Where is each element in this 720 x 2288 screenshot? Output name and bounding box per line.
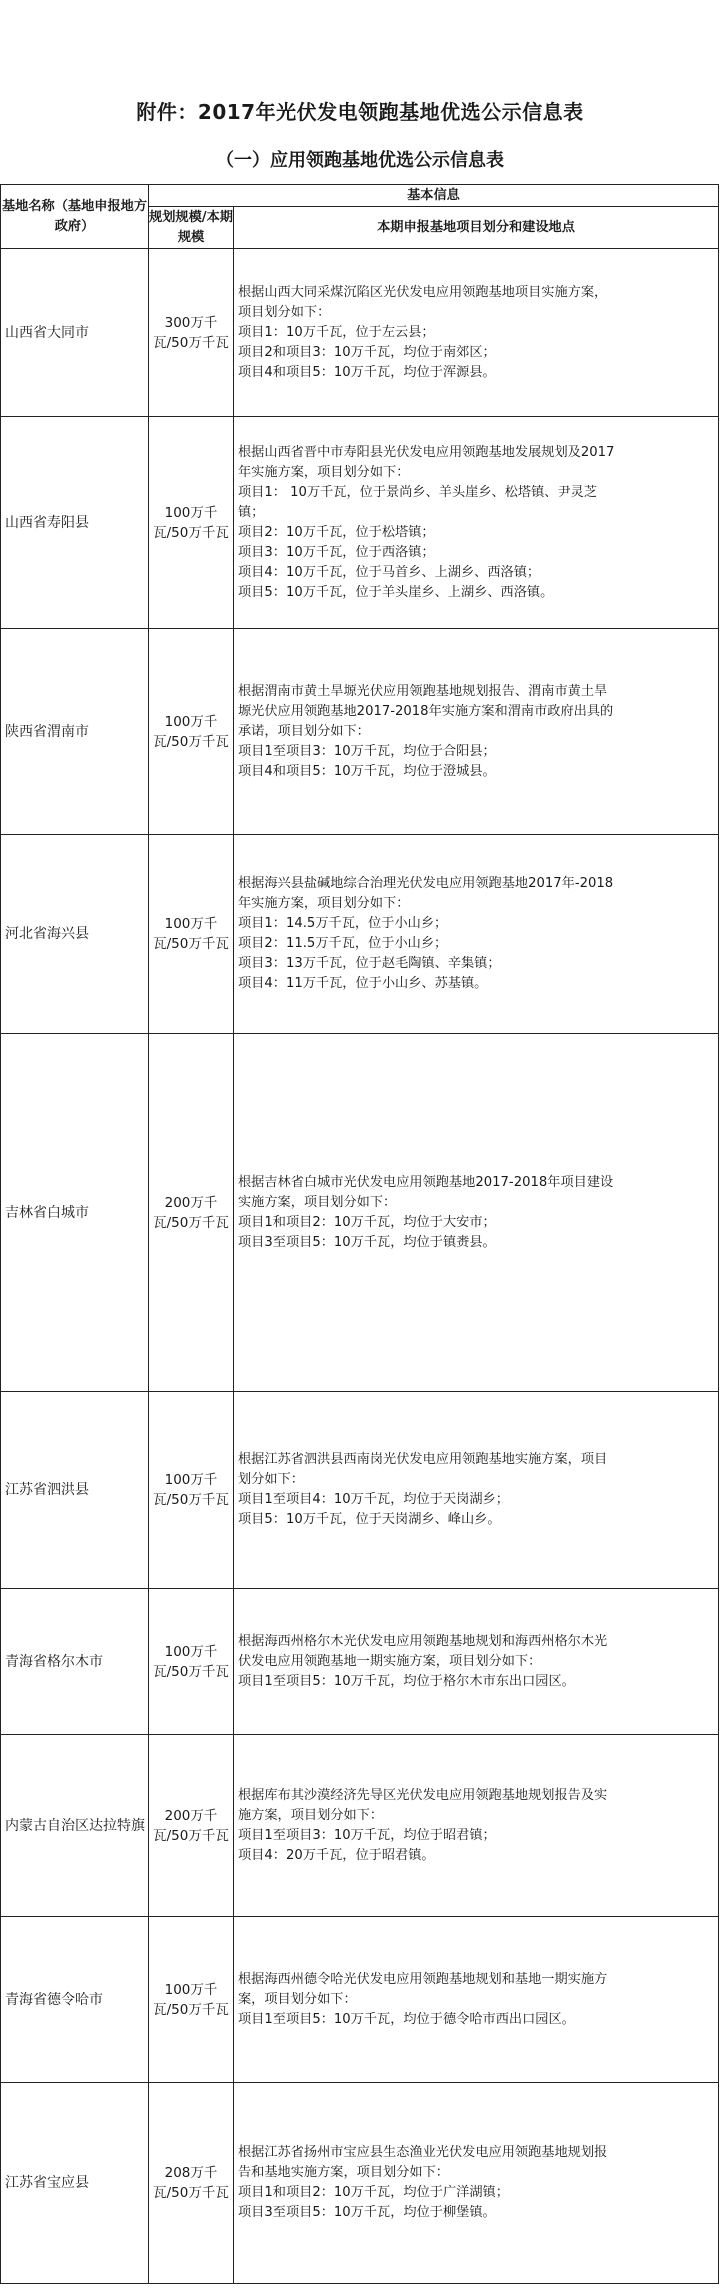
project-division-line: 年实施方案，项目划分如下： xyxy=(238,896,410,911)
header-basic-info: 基本信息 xyxy=(149,185,719,207)
project-division-cell xyxy=(234,1034,719,1392)
project-division-line: 根据海兴县盐碱地综合治理光伏发电应用领跑基地2017年-2018 xyxy=(238,876,614,891)
project-division-line: 镇； xyxy=(238,504,265,520)
project-division-line: 项目3：13万千瓦，位于赵毛陶镇、辛集镇； xyxy=(238,956,501,971)
base-name-cell: 吉林省白城市 xyxy=(1,1034,149,1392)
base-name-cell: 山西省大同市 xyxy=(1,249,149,417)
project-division-cell xyxy=(234,417,719,629)
table-row xyxy=(1,249,719,417)
section-subtitle: （一）应用领跑基地优选公示信息表 xyxy=(216,150,504,171)
project-division-line: 划分如下： xyxy=(238,1472,304,1487)
project-division-line: 项目3至项目5：10万千瓦，均位于镇赉县。 xyxy=(238,1234,496,1250)
project-division-cell xyxy=(234,835,719,1034)
table-row xyxy=(1,1735,719,1917)
project-division-line: 根据海西州德令哈光伏发电应用领跑基地规划和基地一期实施方 xyxy=(238,1971,608,1987)
project-division-line: 项目1和项目2：10万千瓦，均位于广洋湖镇； xyxy=(238,2185,509,2200)
project-division-line: 项目4和项目5：10万千瓦，均位于浑源县。 xyxy=(238,364,496,380)
project-division-cell xyxy=(234,629,719,835)
project-division-line: 项目1和项目2：10万千瓦，均位于大安市； xyxy=(238,1214,496,1230)
project-division-cell xyxy=(234,1589,719,1735)
project-division-line: 项目3：10万千瓦，位于西洛镇； xyxy=(238,544,435,560)
table-row xyxy=(1,1034,719,1392)
project-division-line: 案，项目划分如下： xyxy=(238,1991,357,2007)
project-division-line: 根据库布其沙漠经济先导区光伏发电应用领跑基地规划报告及实 xyxy=(238,1787,608,1803)
project-division-line: 施方案，项目划分如下： xyxy=(238,1807,384,1823)
scale-cell: 100万千瓦/50万千瓦 xyxy=(149,417,234,629)
project-division-line: 项目4和项目5：10万千瓦，均位于澄城县。 xyxy=(238,763,496,779)
base-name-cell: 青海省德令哈市 xyxy=(1,1917,149,2083)
project-division-line: 塬光伏应用领跑基地2017-2018年实施方案和渭南市政府出具的 xyxy=(238,703,614,719)
scale-cell: 208万千瓦/50万千瓦 xyxy=(149,2083,234,2284)
project-division-line: 项目3至项目5：10万千瓦，均位于柳堡镇。 xyxy=(238,2205,496,2220)
project-division-line: 项目1至项目4：10万千瓦，均位于天岗湖乡； xyxy=(238,1492,509,1507)
base-name-cell: 陕西省渭南市 xyxy=(1,629,149,835)
base-name-cell: 江苏省宝应县 xyxy=(1,2083,149,2284)
header-project-division: 本期申报基地项目划分和建设地点 xyxy=(234,207,719,249)
project-division-line: 项目1：14.5万千瓦，位于小山乡； xyxy=(238,916,448,931)
table-row xyxy=(1,417,719,629)
project-division-line: 项目5：10万千瓦，位于天岗湖乡、峰山乡。 xyxy=(238,1512,501,1527)
project-division-line: 项目5：10万千瓦，位于羊头崖乡、上湖乡、西洛镇。 xyxy=(238,584,554,600)
table-row xyxy=(1,1589,719,1735)
base-name-cell: 河北省海兴县 xyxy=(1,835,149,1034)
project-division-line: 项目1：10万千瓦，位于左云县； xyxy=(238,324,435,340)
project-division-line: 项目2和项目3：10万千瓦，均位于南郊区； xyxy=(238,344,496,360)
project-division-line: 根据山西大同采煤沉陷区光伏发电应用领跑基地项目实施方案， xyxy=(238,284,608,300)
project-division-line: 根据海西州格尔木光伏发电应用领跑基地规划和海西州格尔木光 xyxy=(238,1633,608,1649)
project-division-line: 项目4：11万千瓦，位于小山乡、苏基镇。 xyxy=(238,976,488,991)
project-division-cell xyxy=(234,2083,719,2284)
base-name-cell: 江苏省泗洪县 xyxy=(1,1392,149,1589)
base-name-cell: 山西省寿阳县 xyxy=(1,417,149,629)
table-row xyxy=(1,835,719,1034)
project-division-line: 项目1至项目3：10万千瓦，均位于合阳县； xyxy=(238,743,496,759)
project-division-line: 项目2：10万千瓦，位于松塔镇； xyxy=(238,524,435,540)
project-division-line: 项目1： 10万千瓦，位于景尚乡、羊头崖乡、松塔镇、尹灵芝 xyxy=(238,484,598,500)
document-title: 附件：2017年光伏发电领跑基地优选公示信息表 xyxy=(136,100,584,124)
info-table xyxy=(0,184,719,2284)
project-division-line: 根据山西省晋中市寿阳县光伏发电应用领跑基地发展规划及2017 xyxy=(238,444,615,460)
project-division-line: 告和基地实施方案，项目划分如下： xyxy=(238,2165,449,2180)
project-division-line: 项目1至项目5：10万千瓦，均位于格尔木市东出口园区。 xyxy=(238,1673,575,1689)
scale-cell: 100万千瓦/50万千瓦 xyxy=(149,1589,234,1735)
header-base-name: 基地名称（基地申报地方政府） xyxy=(1,185,149,249)
project-division-cell xyxy=(234,249,719,417)
scale-cell: 100万千瓦/50万千瓦 xyxy=(149,835,234,1034)
header-scale: 规划规模/本期规模 xyxy=(149,207,234,249)
project-division-line: 项目4：10万千瓦，位于马首乡、上湖乡、西洛镇； xyxy=(238,564,541,580)
project-division-line: 项目1至项目5：10万千瓦，均位于德令哈市西出口园区。 xyxy=(238,2011,575,2027)
project-division-line: 根据渭南市黄土旱塬光伏应用领跑基地规划报告、渭南市黄土旱 xyxy=(238,683,608,699)
project-division-cell xyxy=(234,1735,719,1917)
project-division-line: 根据江苏省扬州市宝应县生态渔业光伏发电应用领跑基地规划报 xyxy=(238,2145,608,2160)
base-name-cell: 内蒙古自治区达拉特旗 xyxy=(1,1735,149,1917)
project-division-line: 项目划分如下： xyxy=(238,304,331,320)
project-division-line: 项目4：20万千瓦，位于昭君镇。 xyxy=(238,1847,435,1863)
project-division-cell xyxy=(234,1392,719,1589)
project-division-cell xyxy=(234,1917,719,2083)
base-name-cell: 青海省格尔木市 xyxy=(1,1589,149,1735)
table-row xyxy=(1,629,719,835)
scale-cell: 100万千瓦/50万千瓦 xyxy=(149,629,234,835)
table-body xyxy=(1,249,719,2284)
table-row xyxy=(1,1392,719,1589)
scale-cell: 200万千瓦/50万千瓦 xyxy=(149,1735,234,1917)
project-division-line: 项目1至项目3：10万千瓦，均位于昭君镇； xyxy=(238,1827,496,1843)
project-division-line: 根据吉林省白城市光伏发电应用领跑基地2017-2018年项目建设 xyxy=(238,1174,614,1190)
scale-cell: 100万千瓦/50万千瓦 xyxy=(149,1917,234,2083)
project-division-line: 项目2：11.5万千瓦，位于小山乡； xyxy=(238,936,448,951)
project-division-line: 承诺，项目划分如下： xyxy=(238,723,370,739)
project-division-line: 实施方案，项目划分如下： xyxy=(238,1194,397,1210)
scale-cell: 100万千瓦/50万千瓦 xyxy=(149,1392,234,1589)
table-row xyxy=(1,2083,719,2284)
scale-cell: 300万千瓦/50万千瓦 xyxy=(149,249,234,417)
project-division-line: 年实施方案，项目划分如下： xyxy=(238,464,410,480)
project-division-line: 伏发电应用领跑基地一期实施方案，项目划分如下： xyxy=(238,1653,542,1669)
table-row xyxy=(1,1917,719,2083)
project-division-line: 根据江苏省泗洪县西南岗光伏发电应用领跑基地实施方案，项目 xyxy=(238,1452,608,1467)
scale-cell: 200万千瓦/50万千瓦 xyxy=(149,1034,234,1392)
